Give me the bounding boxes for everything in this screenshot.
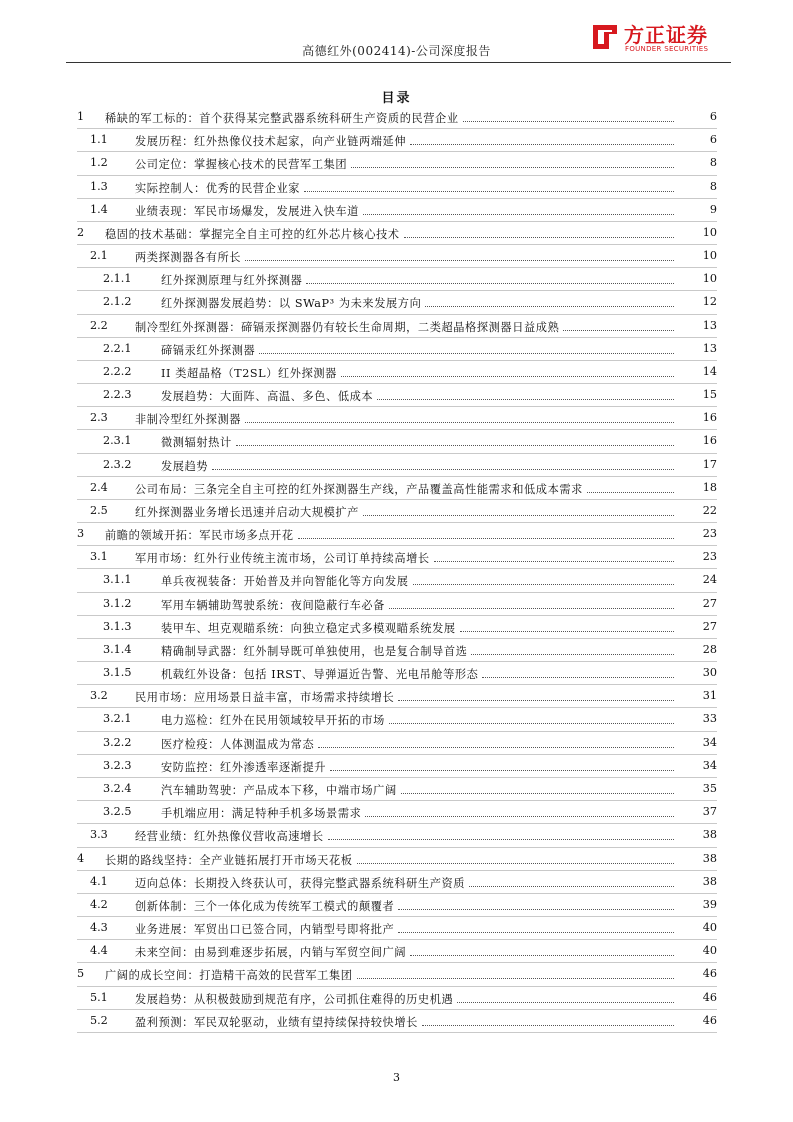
toc-leader-dots bbox=[410, 946, 674, 956]
logo-chinese-text: 方正证券 bbox=[624, 23, 708, 47]
toc-entry-number: 2.2 bbox=[90, 318, 108, 332]
toc-entry-title: 广阔的成长空间：打造精干高效的民营军工集团 bbox=[105, 969, 353, 983]
toc-leader-dots bbox=[434, 552, 674, 562]
toc-entry-number: 2.2.1 bbox=[103, 341, 132, 355]
toc-entry-title-line bbox=[135, 133, 677, 149]
toc-entry-number: 2.3.2 bbox=[103, 457, 132, 471]
toc-entry[interactable] bbox=[77, 500, 717, 523]
toc-entry[interactable] bbox=[77, 1010, 717, 1033]
toc-entry[interactable] bbox=[77, 755, 717, 778]
table-of-contents bbox=[77, 106, 717, 1033]
toc-entry-page: 30 bbox=[702, 666, 717, 680]
toc-entry[interactable] bbox=[77, 685, 717, 708]
toc-entry-page: 16 bbox=[702, 434, 717, 448]
toc-entry-title: 前瞻的领域开拓：军民市场多点开花 bbox=[105, 529, 294, 543]
toc-entry-number: 3.2 bbox=[90, 689, 108, 703]
toc-entry-title: 机载红外设备：包括 IRST、导弹逼近告警、光电吊舱等形态 bbox=[161, 668, 479, 682]
toc-entry-number: 3.1.1 bbox=[103, 573, 132, 587]
toc-entry-page: 13 bbox=[702, 318, 717, 332]
toc-entry-title: 业绩表现：军民市场爆发，发展进入快车道 bbox=[135, 204, 359, 218]
toc-entry[interactable] bbox=[77, 291, 717, 314]
toc-leader-dots bbox=[363, 506, 674, 516]
toc-entry-page: 23 bbox=[702, 550, 717, 564]
toc-entry[interactable] bbox=[77, 268, 717, 291]
toc-entry[interactable] bbox=[77, 593, 717, 616]
toc-leader-dots bbox=[463, 112, 674, 122]
toc-entry-title: 公司定位：掌握核心技术的民营军工集团 bbox=[135, 158, 348, 172]
toc-entry-page: 39 bbox=[702, 897, 717, 911]
toc-entry[interactable] bbox=[77, 176, 717, 199]
toc-entry-title: 碲镉汞红外探测器 bbox=[161, 343, 256, 357]
toc-entry-title: 红外探测原理与红外探测器 bbox=[161, 274, 303, 288]
toc-entry-title: 军用车辆辅助驾驶系统：夜间隐蔽行车必备 bbox=[161, 598, 385, 612]
toc-entry-number: 3.1.3 bbox=[103, 619, 132, 633]
toc-entry[interactable] bbox=[77, 222, 717, 245]
toc-entry-title: 微测辐射热计 bbox=[161, 436, 232, 450]
toc-entry-title: 电力巡检：红外在民用领域较早开拓的市场 bbox=[161, 714, 385, 728]
toc-entry-page: 17 bbox=[702, 457, 717, 471]
founder-securities-logo bbox=[590, 18, 715, 58]
toc-entry-title-line bbox=[135, 1014, 677, 1030]
toc-entry-number: 2.1 bbox=[90, 249, 108, 263]
toc-entry-number: 3.1.2 bbox=[103, 596, 132, 610]
toc-entry-page: 10 bbox=[702, 249, 717, 263]
toc-entry-title: 发展趋势：从积极鼓励到规范有序，公司抓住难得的历史机遇 bbox=[135, 992, 454, 1006]
toc-entry-number: 3.1 bbox=[90, 550, 108, 564]
toc-entry-page: 27 bbox=[702, 619, 717, 633]
page-number: 3 bbox=[393, 1071, 400, 1084]
toc-entry-title-line bbox=[105, 967, 677, 983]
toc-entry[interactable] bbox=[77, 152, 717, 175]
toc-entry-title-line bbox=[135, 875, 677, 891]
toc-leader-dots bbox=[245, 413, 674, 423]
toc-entry[interactable] bbox=[77, 824, 717, 847]
toc-entry-page: 18 bbox=[702, 480, 717, 494]
toc-entry-page: 22 bbox=[702, 503, 717, 517]
toc-entry[interactable] bbox=[77, 708, 717, 731]
toc-entry-number: 1.3 bbox=[90, 179, 108, 193]
toc-entry[interactable] bbox=[77, 662, 717, 685]
toc-entry-number: 4.3 bbox=[90, 921, 108, 935]
toc-entry-number: 3.2.2 bbox=[103, 735, 132, 749]
toc-entry-title-line bbox=[161, 620, 677, 636]
toc-entry-title: 长期的路线坚持：全产业链拓展打开市场天花板 bbox=[105, 853, 353, 867]
toc-entry-number: 2.4 bbox=[90, 480, 108, 494]
toc-leader-dots bbox=[341, 367, 674, 377]
toc-entry[interactable] bbox=[77, 106, 717, 129]
toc-entry-number: 3.1.5 bbox=[103, 666, 132, 680]
toc-leader-dots bbox=[404, 228, 674, 238]
toc-entry-page: 13 bbox=[702, 341, 717, 355]
toc-entry-title-line bbox=[135, 481, 677, 497]
toc-entry[interactable] bbox=[77, 963, 717, 986]
toc-entry-page: 46 bbox=[702, 990, 717, 1004]
toc-entry[interactable] bbox=[77, 129, 717, 152]
toc-entry-number: 3.2.5 bbox=[103, 805, 132, 819]
toc-leader-dots bbox=[351, 158, 674, 168]
toc-leader-dots bbox=[304, 182, 674, 192]
toc-entry-number: 2.5 bbox=[90, 503, 108, 517]
founder-logo-icon bbox=[590, 22, 620, 52]
toc-entry[interactable] bbox=[77, 546, 717, 569]
toc-entry-title-line bbox=[161, 365, 677, 381]
toc-entry-number: 1.4 bbox=[90, 202, 108, 216]
toc-entry-page: 6 bbox=[709, 110, 717, 123]
toc-entry-title-line bbox=[161, 272, 677, 288]
toc-entry-title-line bbox=[135, 504, 677, 520]
toc-entry[interactable] bbox=[77, 523, 717, 546]
toc-entry-title-line bbox=[105, 226, 677, 242]
toc-entry-title-line bbox=[161, 458, 677, 474]
header-divider bbox=[66, 62, 731, 63]
toc-entry-page: 9 bbox=[709, 202, 717, 216]
toc-leader-dots bbox=[401, 784, 674, 794]
toc-entry[interactable] bbox=[77, 801, 717, 824]
toc-leader-dots bbox=[422, 1016, 674, 1026]
toc-entry-page: 31 bbox=[702, 689, 717, 703]
toc-entry-page: 38 bbox=[702, 828, 717, 842]
toc-entry-title: 发展历程：红外热像仪技术起家，向产业链两端延伸 bbox=[135, 135, 407, 149]
toc-entry-title-line bbox=[161, 643, 677, 659]
toc-entry-title: 业务进展：军贸出口已签合同，内销型号即将批产 bbox=[135, 923, 395, 937]
toc-entry-page: 46 bbox=[702, 1013, 717, 1027]
logo-english-text: FOUNDER SECURITIES bbox=[625, 45, 709, 53]
toc-entry-page: 46 bbox=[702, 967, 717, 981]
toc-entry-number: 3.2.1 bbox=[103, 712, 132, 726]
toc-entry[interactable] bbox=[77, 732, 717, 755]
toc-entry-title: 汽车辅助驾驶：产品成本下移，中端市场广阔 bbox=[161, 783, 397, 797]
toc-entry[interactable] bbox=[77, 569, 717, 592]
toc-leader-dots bbox=[413, 575, 674, 585]
toc-entry-page: 12 bbox=[702, 295, 717, 309]
toc-leader-dots bbox=[482, 668, 674, 678]
toc-leader-dots bbox=[563, 321, 674, 331]
toc-entry-title: 稀缺的军工标的：首个获得某完整武器系统科研生产资质的民营企业 bbox=[105, 112, 459, 125]
toc-title: 目录 bbox=[381, 91, 412, 106]
toc-entry-page: 27 bbox=[702, 596, 717, 610]
toc-entry-title-line bbox=[161, 805, 677, 821]
toc-entry-number: 1.2 bbox=[90, 156, 108, 170]
toc-leader-dots bbox=[259, 344, 674, 354]
toc-entry-title: 手机端应用：满足特种手机多场景需求 bbox=[161, 807, 362, 821]
toc-entry-number: 3 bbox=[77, 527, 85, 541]
toc-entry-title: 未来空间：由易到难逐步拓展，内销与军贸空间广阔 bbox=[135, 946, 407, 960]
toc-entry-title: 安防监控：红外渗透率逐渐提升 bbox=[161, 760, 327, 774]
toc-entry-page: 40 bbox=[702, 944, 717, 958]
toc-entry-title-line bbox=[135, 411, 677, 427]
toc-entry-number: 4.2 bbox=[90, 897, 108, 911]
toc-entry-page: 15 bbox=[702, 388, 717, 402]
toc-leader-dots bbox=[398, 923, 674, 933]
toc-entry-title: 公司布局：三条完全自主可控的红外探测器生产线，产品覆盖高性能需求和低成本需求 bbox=[135, 482, 583, 496]
toc-entry[interactable] bbox=[77, 477, 717, 500]
toc-leader-dots bbox=[469, 877, 674, 887]
toc-leader-dots bbox=[587, 483, 674, 493]
toc-entry-title: 发展趋势：大面阵、高温、多色、低成本 bbox=[161, 390, 374, 404]
toc-entry-title-line bbox=[161, 597, 677, 613]
toc-entry-title-line bbox=[135, 991, 677, 1007]
toc-entry[interactable] bbox=[77, 616, 717, 639]
toc-entry-number: 3.2.4 bbox=[103, 781, 132, 795]
toc-entry-title: 制冷型红外探测器：碲镉汞探测器仍有较长生命周期，二类超晶格探测器日益成熟 bbox=[135, 320, 560, 334]
toc-entry-page: 35 bbox=[702, 781, 717, 795]
toc-leader-dots bbox=[330, 761, 674, 771]
toc-leader-dots bbox=[410, 135, 674, 145]
toc-leader-dots bbox=[328, 830, 674, 840]
toc-entry-title-line bbox=[161, 712, 677, 728]
toc-entry-number: 2.3.1 bbox=[103, 434, 132, 448]
toc-entry-page: 37 bbox=[702, 805, 717, 819]
toc-leader-dots bbox=[363, 205, 674, 215]
toc-leader-dots bbox=[365, 807, 674, 817]
toc-entry-title: 实际控制人：优秀的民营企业家 bbox=[135, 181, 301, 195]
toc-entry-number: 3.3 bbox=[90, 828, 108, 842]
toc-leader-dots bbox=[389, 714, 674, 724]
toc-entry-number: 2.2.3 bbox=[103, 388, 132, 402]
toc-entry-title: 装甲车、坦克观瞄系统：向独立稳定式多模观瞄系统发展 bbox=[161, 621, 456, 635]
toc-entry-number: 4 bbox=[77, 851, 85, 865]
toc-entry-page: 23 bbox=[702, 527, 717, 541]
toc-entry-title-line bbox=[135, 944, 677, 960]
toc-entry-title-line bbox=[135, 203, 677, 219]
toc-entry-title: 民用市场：应用场景日益丰富，市场需求持续增长 bbox=[135, 691, 395, 705]
toc-entry-number: 5 bbox=[77, 967, 85, 981]
toc-entry-title-line bbox=[135, 921, 677, 937]
toc-entry[interactable] bbox=[77, 848, 717, 871]
toc-leader-dots bbox=[245, 251, 674, 261]
toc-entry-title-line bbox=[105, 110, 677, 126]
toc-entry-title: 单兵夜视装备：开始普及并向智能化等方向发展 bbox=[161, 575, 409, 589]
toc-entry-title-line bbox=[105, 527, 677, 543]
toc-entry-page: 28 bbox=[702, 642, 717, 656]
toc-leader-dots bbox=[236, 436, 674, 446]
toc-entry-number: 5.1 bbox=[90, 990, 108, 1004]
toc-entry[interactable] bbox=[77, 778, 717, 801]
toc-entry-title: 创新体制：三个一体化成为传统军工模式的颠覆者 bbox=[135, 899, 395, 913]
toc-entry-page: 14 bbox=[702, 364, 717, 378]
toc-entry-title-line bbox=[135, 319, 677, 335]
toc-entry[interactable] bbox=[77, 987, 717, 1010]
toc-entry-title-line bbox=[135, 550, 677, 566]
toc-entry-title: 经营业绩：红外热像仪营收高速增长 bbox=[135, 830, 324, 844]
toc-entry-page: 38 bbox=[702, 874, 717, 888]
report-header-title: 高德红外(002414)-公司深度报告 bbox=[302, 44, 491, 58]
toc-entry-number: 4.4 bbox=[90, 944, 108, 958]
toc-leader-dots bbox=[298, 529, 674, 539]
toc-entry-title-line bbox=[161, 295, 677, 311]
toc-entry[interactable] bbox=[77, 361, 717, 384]
toc-entry-title: 稳固的技术基础：掌握完全自主可控的红外芯片核心技术 bbox=[105, 227, 400, 241]
toc-leader-dots bbox=[357, 854, 674, 864]
toc-entry-page: 10 bbox=[702, 272, 717, 286]
toc-entry[interactable] bbox=[77, 917, 717, 940]
toc-entry[interactable] bbox=[77, 430, 717, 453]
toc-entry-number: 2 bbox=[77, 225, 85, 239]
toc-entry-title: 两类探测器各有所长 bbox=[135, 251, 242, 265]
toc-entry-number: 2.1.1 bbox=[103, 272, 132, 286]
toc-entry-page: 34 bbox=[702, 758, 717, 772]
toc-leader-dots bbox=[377, 390, 674, 400]
toc-entry-number: 3.2.3 bbox=[103, 758, 132, 772]
toc-entry-number: 2.3 bbox=[90, 411, 108, 425]
toc-entry-title-line bbox=[161, 759, 677, 775]
toc-entry-title-line bbox=[135, 828, 677, 844]
toc-entry-title-line bbox=[105, 852, 677, 868]
toc-entry-title-line bbox=[161, 342, 677, 358]
toc-entry[interactable] bbox=[77, 384, 717, 407]
toc-entry-title: 迈向总体：长期投入终获认可，获得完整武器系统科研生产资质 bbox=[135, 876, 466, 890]
toc-entry-number: 5.2 bbox=[90, 1013, 108, 1027]
toc-leader-dots bbox=[212, 460, 674, 470]
toc-entry-title: 精确制导武器：红外制导既可单独使用，也是复合制导首选 bbox=[161, 644, 468, 658]
toc-leader-dots bbox=[398, 691, 674, 701]
toc-entry-number: 4.1 bbox=[90, 874, 108, 888]
toc-entry-title: 军用市场：红外行业传统主流市场，公司订单持续高增长 bbox=[135, 552, 430, 566]
toc-entry-page: 16 bbox=[702, 411, 717, 425]
toc-entry-page: 38 bbox=[702, 851, 717, 865]
toc-entry[interactable] bbox=[77, 940, 717, 963]
toc-entry-title-line bbox=[135, 180, 677, 196]
toc-leader-dots bbox=[398, 900, 674, 910]
toc-entry[interactable] bbox=[77, 199, 717, 222]
toc-entry-page: 24 bbox=[702, 573, 717, 587]
toc-leader-dots bbox=[471, 645, 674, 655]
toc-entry-title-line bbox=[135, 156, 677, 172]
toc-entry-number: 1.1 bbox=[90, 133, 108, 147]
toc-entry-title-line bbox=[161, 434, 677, 450]
toc-entry[interactable] bbox=[77, 639, 717, 662]
toc-entry-title-line bbox=[161, 736, 677, 752]
toc-entry[interactable] bbox=[77, 315, 717, 338]
toc-entry-page: 34 bbox=[702, 735, 717, 749]
toc-entry-page: 40 bbox=[702, 921, 717, 935]
toc-entry-title: 非制冷型红外探测器 bbox=[135, 413, 242, 427]
toc-entry-title: II 类超晶格（T2SL）红外探测器 bbox=[161, 366, 337, 380]
toc-entry-title-line bbox=[135, 249, 677, 265]
toc-leader-dots bbox=[318, 738, 674, 748]
toc-entry-page: 10 bbox=[702, 225, 717, 239]
toc-entry-title-line bbox=[135, 689, 677, 705]
toc-entry-title: 盈利预测：军民双轮驱动，业绩有望持续保持较快增长 bbox=[135, 1015, 418, 1029]
toc-leader-dots bbox=[425, 297, 674, 307]
toc-entry[interactable] bbox=[77, 894, 717, 917]
toc-entry-page: 8 bbox=[709, 179, 717, 193]
toc-entry[interactable] bbox=[77, 407, 717, 430]
toc-leader-dots bbox=[460, 622, 674, 632]
toc-entry-number: 2.1.2 bbox=[103, 295, 132, 309]
toc-entry-title-line bbox=[161, 388, 677, 404]
toc-entry-title-line bbox=[161, 573, 677, 589]
toc-entry-page: 6 bbox=[709, 133, 717, 147]
toc-entry-title: 红外探测器业务增长迅速并启动大规模扩产 bbox=[135, 505, 359, 519]
toc-leader-dots bbox=[457, 993, 674, 1003]
toc-entry-number: 1 bbox=[77, 110, 85, 123]
toc-entry-title: 发展趋势 bbox=[161, 459, 209, 473]
toc-entry-number: 2.2.2 bbox=[103, 364, 132, 378]
toc-entry-title-line bbox=[135, 898, 677, 914]
toc-entry[interactable] bbox=[77, 454, 717, 477]
toc-entry-page: 8 bbox=[709, 156, 717, 170]
toc-entry[interactable] bbox=[77, 871, 717, 894]
toc-entry-title: 医疗检疫：人体测温成为常态 bbox=[161, 737, 315, 751]
toc-leader-dots bbox=[357, 969, 674, 979]
toc-entry-page: 33 bbox=[702, 712, 717, 726]
toc-entry-title: 红外探测器发展趋势：以 SWaP³ 为未来发展方向 bbox=[161, 297, 422, 311]
toc-entry[interactable] bbox=[77, 338, 717, 361]
toc-entry-title-line bbox=[161, 782, 677, 798]
toc-entry-number: 3.1.4 bbox=[103, 642, 132, 656]
toc-leader-dots bbox=[389, 599, 674, 609]
toc-entry-title-line bbox=[161, 666, 677, 682]
toc-entry[interactable] bbox=[77, 245, 717, 268]
toc-leader-dots bbox=[306, 274, 674, 284]
